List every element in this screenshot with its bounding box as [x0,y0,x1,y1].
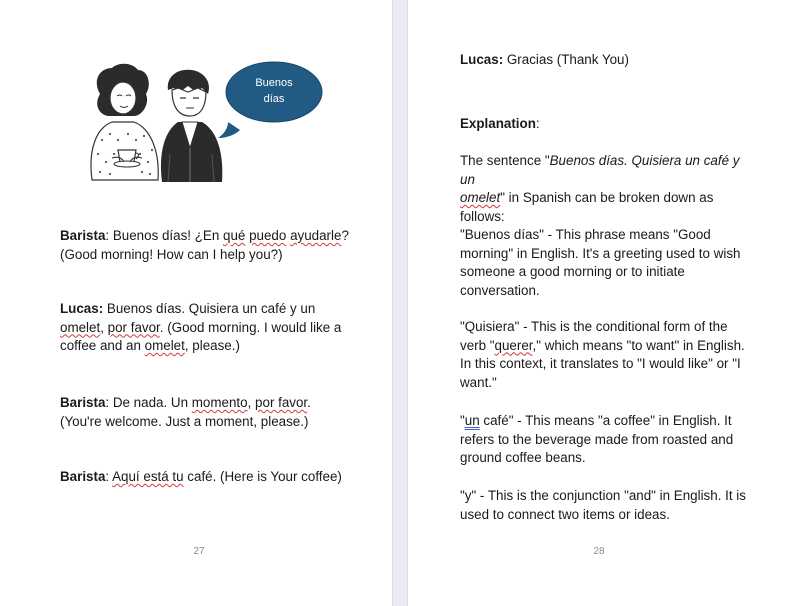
misspelled-word[interactable]: puedo [249,228,287,243]
misspelled-word[interactable]: Aquí está tu [112,469,184,484]
misspelled-word[interactable]: ayudarle [290,228,342,243]
speech-bubble-line1: Buenos [255,77,293,89]
page-number: 27 [193,546,205,557]
page-gutter [392,0,408,606]
text-run: verb " [460,337,495,353]
text-run: " in Spanish can be broken down as [500,190,714,205]
heading-label: Explanation [460,116,536,131]
translation-text: (Good morning! How can I help you?) [60,246,283,262]
text-line: ground coffee beans. [460,450,586,465]
text-run: " [460,413,465,428]
text-line: someone a good morning or to initiate [460,264,685,279]
explanation-heading [460,115,750,134]
page-number: 28 [593,546,605,557]
text-run: The sentence " [460,153,550,168]
speaker-label: Barista [60,469,106,484]
explanation-buenos-dias [460,226,750,300]
text-run: coffee and an [60,338,145,353]
dialogue-barista-greeting [60,227,350,264]
page-28[interactable] [408,0,798,606]
text-run: Gracias (Thank You) [503,52,629,67]
misspelled-word[interactable]: querer [494,337,533,353]
text-run: . (Good morning. I would like a [159,319,342,335]
misspelled-word[interactable]: momento [191,395,248,410]
text-run: ? [341,228,349,243]
text-run: café" - This means "a coffee" in English. It [479,413,732,428]
text-run: , [247,395,256,410]
misspelled-word[interactable]: por favor [107,319,160,335]
speaker-label: Lucas: [60,301,104,316]
dialogue-barista-serve [60,468,350,487]
text-line: "y" - This is the conjunction "and" in English. It is [460,488,746,503]
people-illustration [78,58,328,198]
misspelled-word[interactable]: qué [223,228,246,243]
dialogue-lucas-thanks [460,51,750,70]
text-run: : [535,116,540,131]
misspelled-word[interactable]: omelet [60,319,101,335]
text-line: In this context, it translates to "I would like" or "I [460,356,741,371]
explanation-un-cafe [460,412,750,468]
text-line: used to connect two items or ideas. [460,506,670,522]
text-run: Buenos días. Quisiera un café y un [103,301,316,316]
text-line: "Quisiera" - This is the conditional form of the [460,319,728,334]
text-run: , [100,319,108,335]
misspelled-word[interactable]: omelet [460,190,501,205]
text-run: follows: [460,208,505,224]
text-line: conversation. [460,282,540,298]
misspelled-word[interactable]: por favor [255,395,308,410]
text-line: refers to the beverage made from roasted and [460,431,734,447]
text-line: morning" in English. It's a greeting used to wish [460,245,741,261]
text-line: want." [460,374,497,390]
text-line: "Buenos días" - This phrase means "Good [460,227,711,242]
speaker-label: Lucas: [460,52,504,67]
text-run: . [307,395,311,410]
italic-sentence: Buenos días. Quisiera un café y un [460,153,740,187]
speaker-label: Barista [60,228,106,243]
misspelled-word[interactable]: omelet [144,338,185,353]
grammar-flagged-word[interactable]: un [464,413,480,428]
page-27[interactable] [0,0,392,606]
speaker-label: Barista [60,395,106,410]
speech-bubble-line2: días [263,93,285,105]
explanation-quisiera [460,318,750,392]
dialogue-barista-reply [60,394,350,431]
translation-text: (You're welcome. Just a moment, please.) [60,413,309,429]
text-run: café. (Here is Your coffee) [183,469,342,484]
explanation-intro [460,152,750,226]
text-run: : [105,469,113,484]
text-run: : De nada. Un [105,395,192,410]
dialogue-lucas-order [60,300,350,356]
text-run: ," which means "to want" in English. [532,337,745,353]
explanation-y [460,487,750,524]
text-run: , please.) [184,338,240,353]
text-run: : Buenos días! ¿En [105,228,224,243]
